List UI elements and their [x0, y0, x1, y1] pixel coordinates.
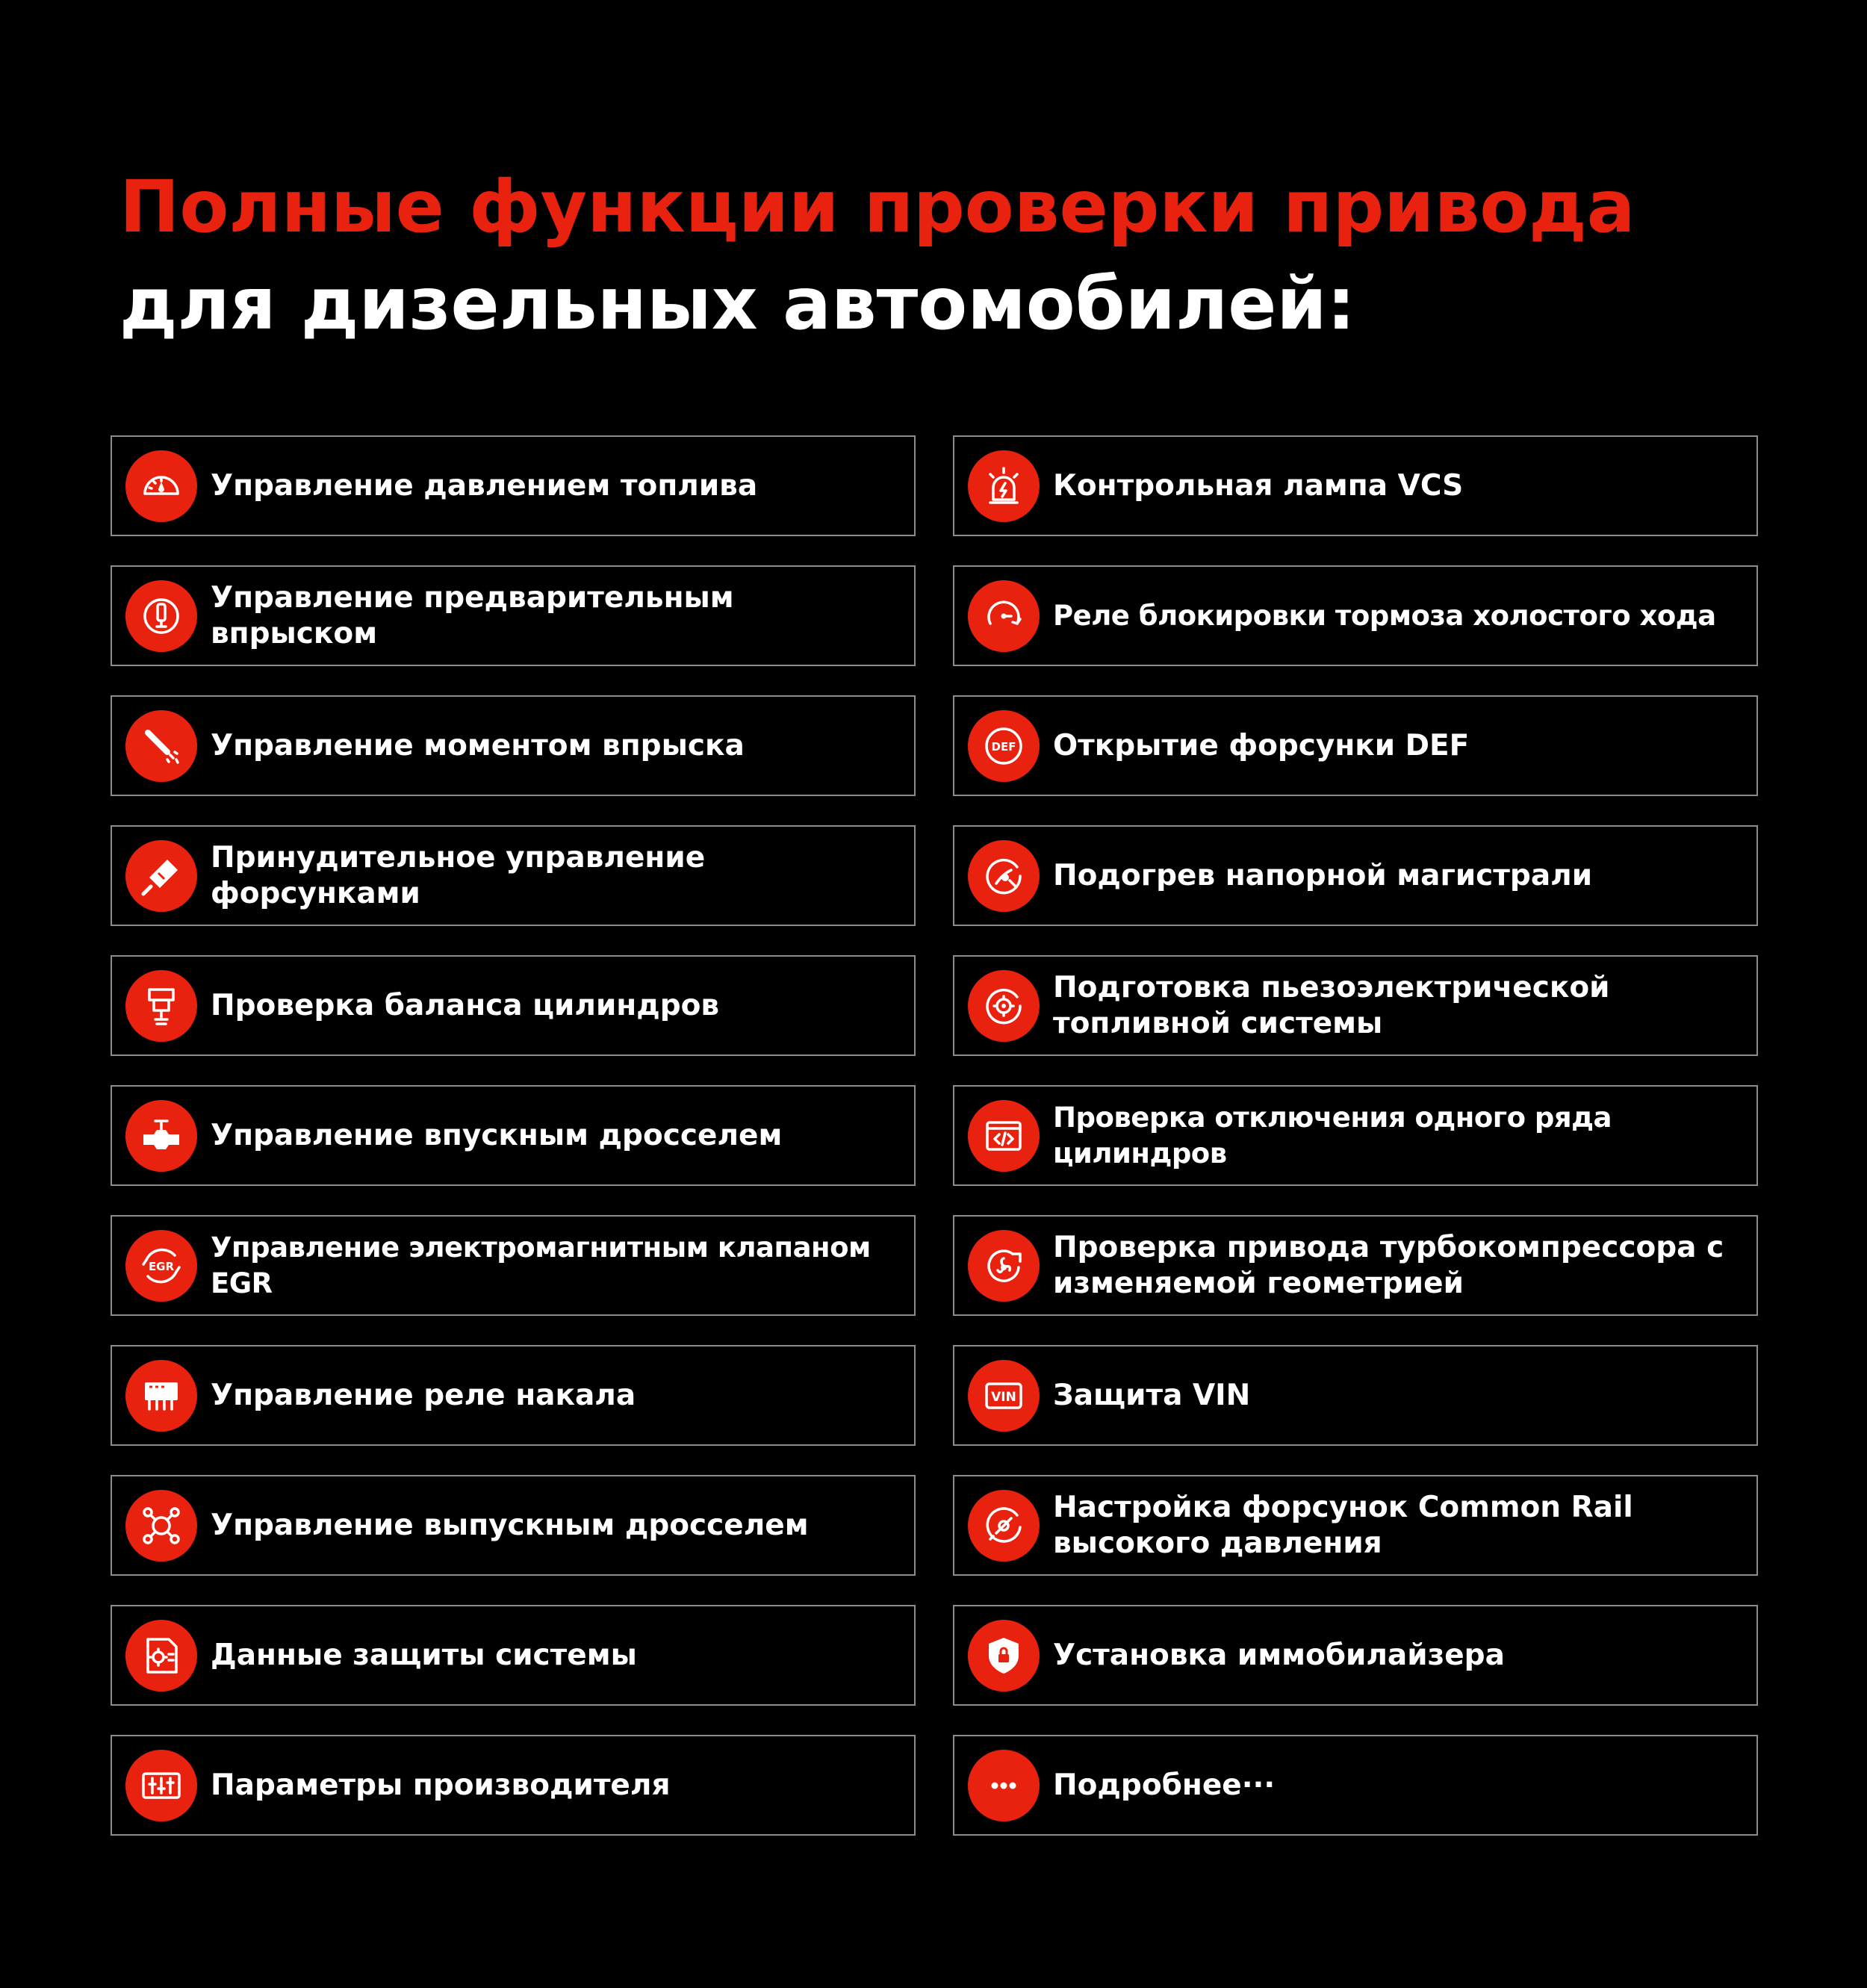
feature-card	[953, 1475, 1758, 1576]
pre-injection-icon	[125, 580, 197, 652]
feature-card	[953, 1605, 1758, 1706]
feature-label: Подготовка пьезоэлектрической топливной системы	[1053, 970, 1610, 1040]
feature-card	[111, 695, 916, 796]
feature-label: Открытие форсунки DEF	[1053, 728, 1470, 762]
feature-label: Управление давлением топлива	[211, 468, 758, 503]
feature-label: Подробнее···	[1053, 1768, 1276, 1802]
manufacturer-params-icon	[125, 1750, 197, 1821]
feature-card	[953, 565, 1758, 666]
feature-card	[111, 1215, 916, 1316]
feature-label: Проверка баланса цилиндров	[211, 988, 720, 1022]
feature-card	[953, 695, 1758, 796]
feature-label: Настройка форсунок Common Rail высокого давления	[1053, 1490, 1633, 1560]
piezo-system-icon	[968, 970, 1040, 1042]
feature-card	[111, 955, 916, 1056]
feature-card	[953, 1735, 1758, 1836]
feature-card	[111, 1605, 916, 1706]
feature-label: Установка иммобилайзера	[1053, 1638, 1505, 1672]
vin-icon	[968, 1360, 1040, 1432]
def-icon	[968, 710, 1040, 782]
egr-icon	[125, 1230, 197, 1302]
immobilizer-shield-icon	[968, 1620, 1040, 1692]
feature-label: Проверка привода турбокомпрессора с изменяемой геометрией	[1053, 1230, 1724, 1300]
feature-label: Управление впускным дросселем	[211, 1118, 783, 1152]
feature-label: Управление выпускным дросселем	[211, 1508, 809, 1542]
feature-card	[953, 955, 1758, 1056]
feature-card	[953, 435, 1758, 536]
feature-card	[111, 565, 916, 666]
feature-label: Параметры производителя	[211, 1768, 671, 1802]
feature-card	[111, 435, 916, 536]
warning-lamp-icon	[968, 450, 1040, 522]
injector-icon	[125, 840, 197, 912]
exhaust-throttle-icon	[125, 1490, 197, 1562]
feature-label: Подогрев напорной магистрали	[1053, 858, 1593, 892]
feature-card	[111, 1735, 916, 1836]
feature-label: Управление предварительным впрыском	[211, 580, 734, 650]
cylinder-balance-icon	[125, 970, 197, 1042]
feature-label: Принудительное управление форсунками	[211, 840, 706, 910]
feature-card	[953, 1345, 1758, 1446]
page-title	[119, 158, 1762, 352]
more-dots-icon	[968, 1750, 1040, 1821]
fuel-pressure-gauge-icon	[125, 450, 197, 522]
feature-card	[111, 825, 916, 926]
feature-label: Управление электромагнитным клапаном EGR	[211, 1231, 871, 1299]
svg-text:EGR: EGR	[148, 1259, 175, 1273]
svg-text:VIN: VIN	[991, 1389, 1016, 1405]
title-line-2: для дизельных автомобилей:	[119, 262, 1356, 346]
pipeline-heating-icon	[968, 840, 1040, 912]
brake-relay-icon	[968, 580, 1040, 652]
feature-label: Реле блокировки тормоза холостого хода	[1053, 599, 1716, 632]
feature-grid	[111, 435, 1752, 1836]
feature-label: Управление реле накала	[211, 1378, 636, 1412]
intake-throttle-icon	[125, 1100, 197, 1172]
feature-label: Проверка отключения одного ряда цилиндров	[1053, 1101, 1612, 1169]
feature-card	[111, 1085, 916, 1186]
title-line-1: Полные функции проверки привода	[119, 165, 1635, 249]
feature-card	[111, 1475, 916, 1576]
injection-timing-icon	[125, 710, 197, 782]
feature-card	[111, 1345, 916, 1446]
feature-label: Данные защиты системы	[211, 1638, 637, 1672]
feature-label: Защита VIN	[1053, 1378, 1251, 1412]
glow-relay-icon	[125, 1360, 197, 1432]
feature-label: Контрольная лампа VCS	[1053, 468, 1464, 503]
feature-card	[953, 825, 1758, 926]
svg-text:DEF: DEF	[991, 739, 1016, 754]
cylinder-bank-code-icon	[968, 1100, 1040, 1172]
turbo-icon	[968, 1230, 1040, 1302]
common-rail-icon	[968, 1490, 1040, 1562]
feature-card	[953, 1215, 1758, 1316]
feature-card	[953, 1085, 1758, 1186]
system-data-icon	[125, 1620, 197, 1692]
feature-label: Управление моментом впрыска	[211, 728, 745, 762]
